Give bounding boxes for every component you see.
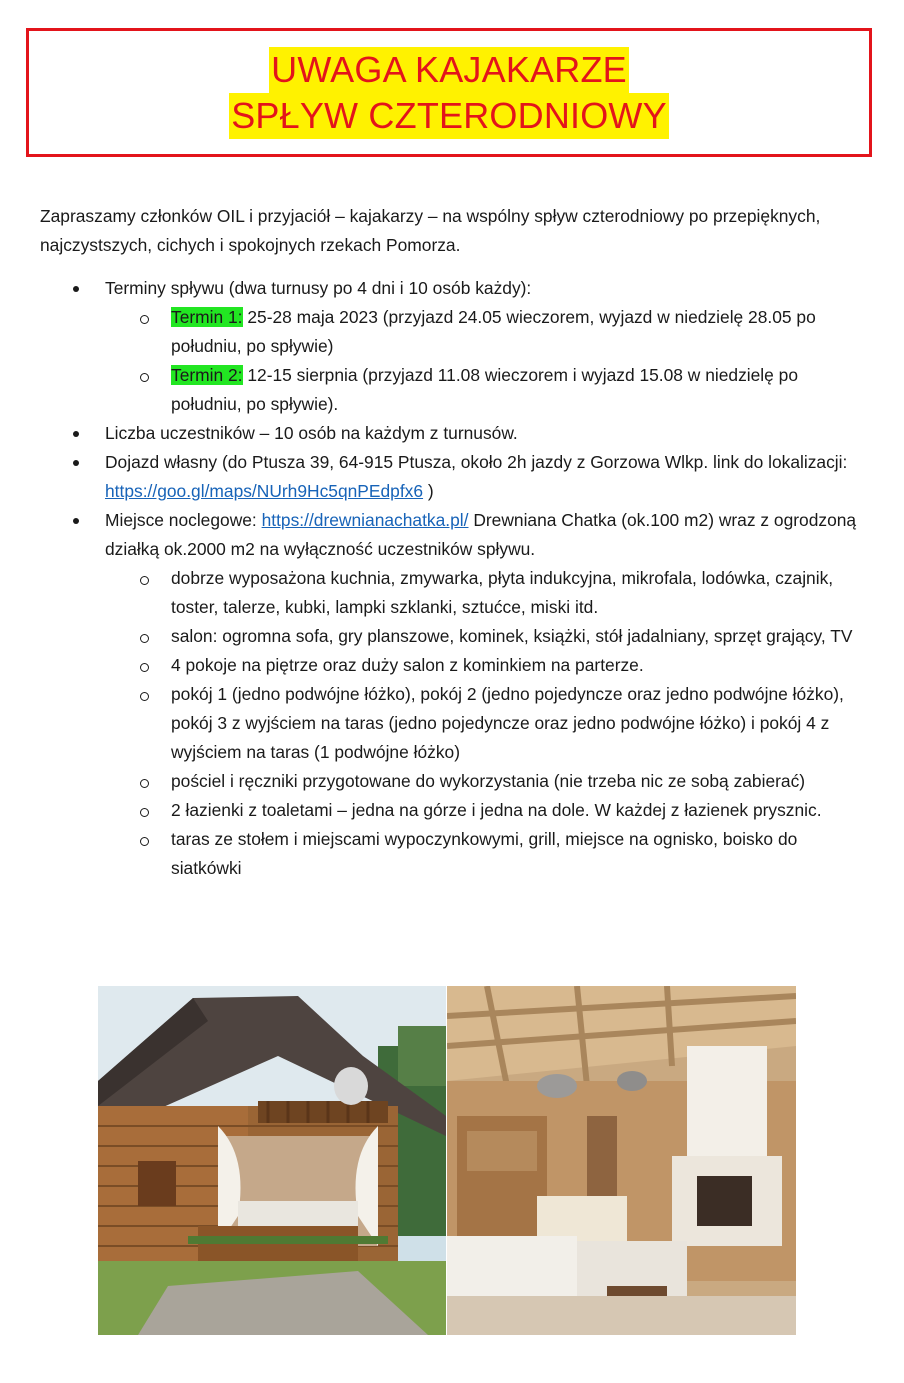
title-line-2: SPŁYW CZTERODNIOWY [229, 93, 669, 139]
term-2-text: 12-15 sierpnia (przyjazd 11.08 wieczorem i wyjazd 15.08 w niedzielę po południu, po spływie). [171, 365, 799, 414]
info-list [40, 274, 870, 883]
list-item-terms [40, 274, 870, 419]
lodging-item-kitchen: dobrze wyposażona kuchnia, zmywarka, płyta indukcyjna, mikrofala, lodówka, czajnik, toster, talerze, kubki, lampki szklanki, sztućce, miski itd. [40, 564, 870, 622]
term-2 [40, 361, 870, 419]
term-1 [40, 303, 870, 361]
maps-link[interactable]: https://goo.gl/maps/NUrh9Hc5qnPEdpfx6 [105, 481, 424, 501]
lodging-item-terrace: taras ze stołem i miejscami wypoczynkowymi, grill, miejsce na ognisko, boisko do siatkówki [40, 825, 870, 883]
terms-sublist [105, 303, 870, 419]
lodging-text: Drewniana Chatka (ok.100 m2) wraz z ogrodzoną działką ok.2000 m2 na wyłączność uczestników spływu. [105, 510, 857, 559]
cabin-interior-photo [447, 986, 796, 1335]
title-line-1: UWAGA KAJAKARZE [269, 47, 629, 93]
lodging-item-salon: salon: ogromna sofa, gry planszowe, kominek, książki, stół jadalniany, sprzęt grający, TV [40, 622, 870, 651]
term-1-text: 25-28 maja 2023 (przyjazd 24.05 wieczorem, wyjazd w niedzielę 28.05 po południu, po spływie) [171, 307, 816, 356]
list-item-travel [40, 448, 870, 506]
travel-after: ) [423, 481, 434, 501]
photos-row [98, 986, 796, 1335]
cabin-exterior-photo [98, 986, 446, 1335]
list-item-lodging [40, 506, 870, 883]
term-1-label: Termin 1: [171, 307, 243, 327]
intro-paragraph: Zapraszamy członków OIL i przyjaciół – kajakarzy – na wspólny spływ czterodniowy po przepięknych, najczystszych, cichych i spokojnych rzekach Pomorza. [40, 206, 821, 255]
travel-text: Dojazd własny (do Ptusza 39, 64-915 Ptusza, około 2h jazdy z Gorzowa Wlkp. link do lokalizacji: [105, 452, 848, 472]
lodging-item-linen: pościel i ręczniki przygotowane do wykorzystania (nie trzeba nic ze sobą zabierać) [40, 767, 870, 796]
lodging-item-rooms: 4 pokoje na piętrze oraz duży salon z kominkiem na parterze. [40, 651, 870, 680]
lodging-item-bathrooms: 2 łazienki z toaletami – jedna na górze i jedna na dole. W każdej z łazienek prysznic. [40, 796, 870, 825]
document-body [40, 202, 870, 883]
lodging-label: Miejsce noclegowe: [105, 510, 262, 530]
title-banner [26, 28, 872, 157]
term-2-label: Termin 2: [171, 365, 243, 385]
list-item-participants: Liczba uczestników – 10 osób na każdym z turnusów. [40, 419, 870, 448]
lodging-sublist [105, 564, 870, 883]
chatka-link[interactable]: https://drewnianachatka.pl/ [261, 510, 469, 530]
terms-label: Terminy spływu (dwa turnusy po 4 dni i 10 osób każdy): [105, 278, 532, 298]
lodging-item-beds: pokój 1 (jedno podwójne łóżko), pokój 2 (jedno pojedyncze oraz jedno podwójne łóżko), pokój 3 z wyjściem na taras (jedno pojedyncze oraz jedno podwójne łóżko) i pokój 4 z wyjściem na taras (1 podwójne łóżko) [40, 680, 870, 767]
